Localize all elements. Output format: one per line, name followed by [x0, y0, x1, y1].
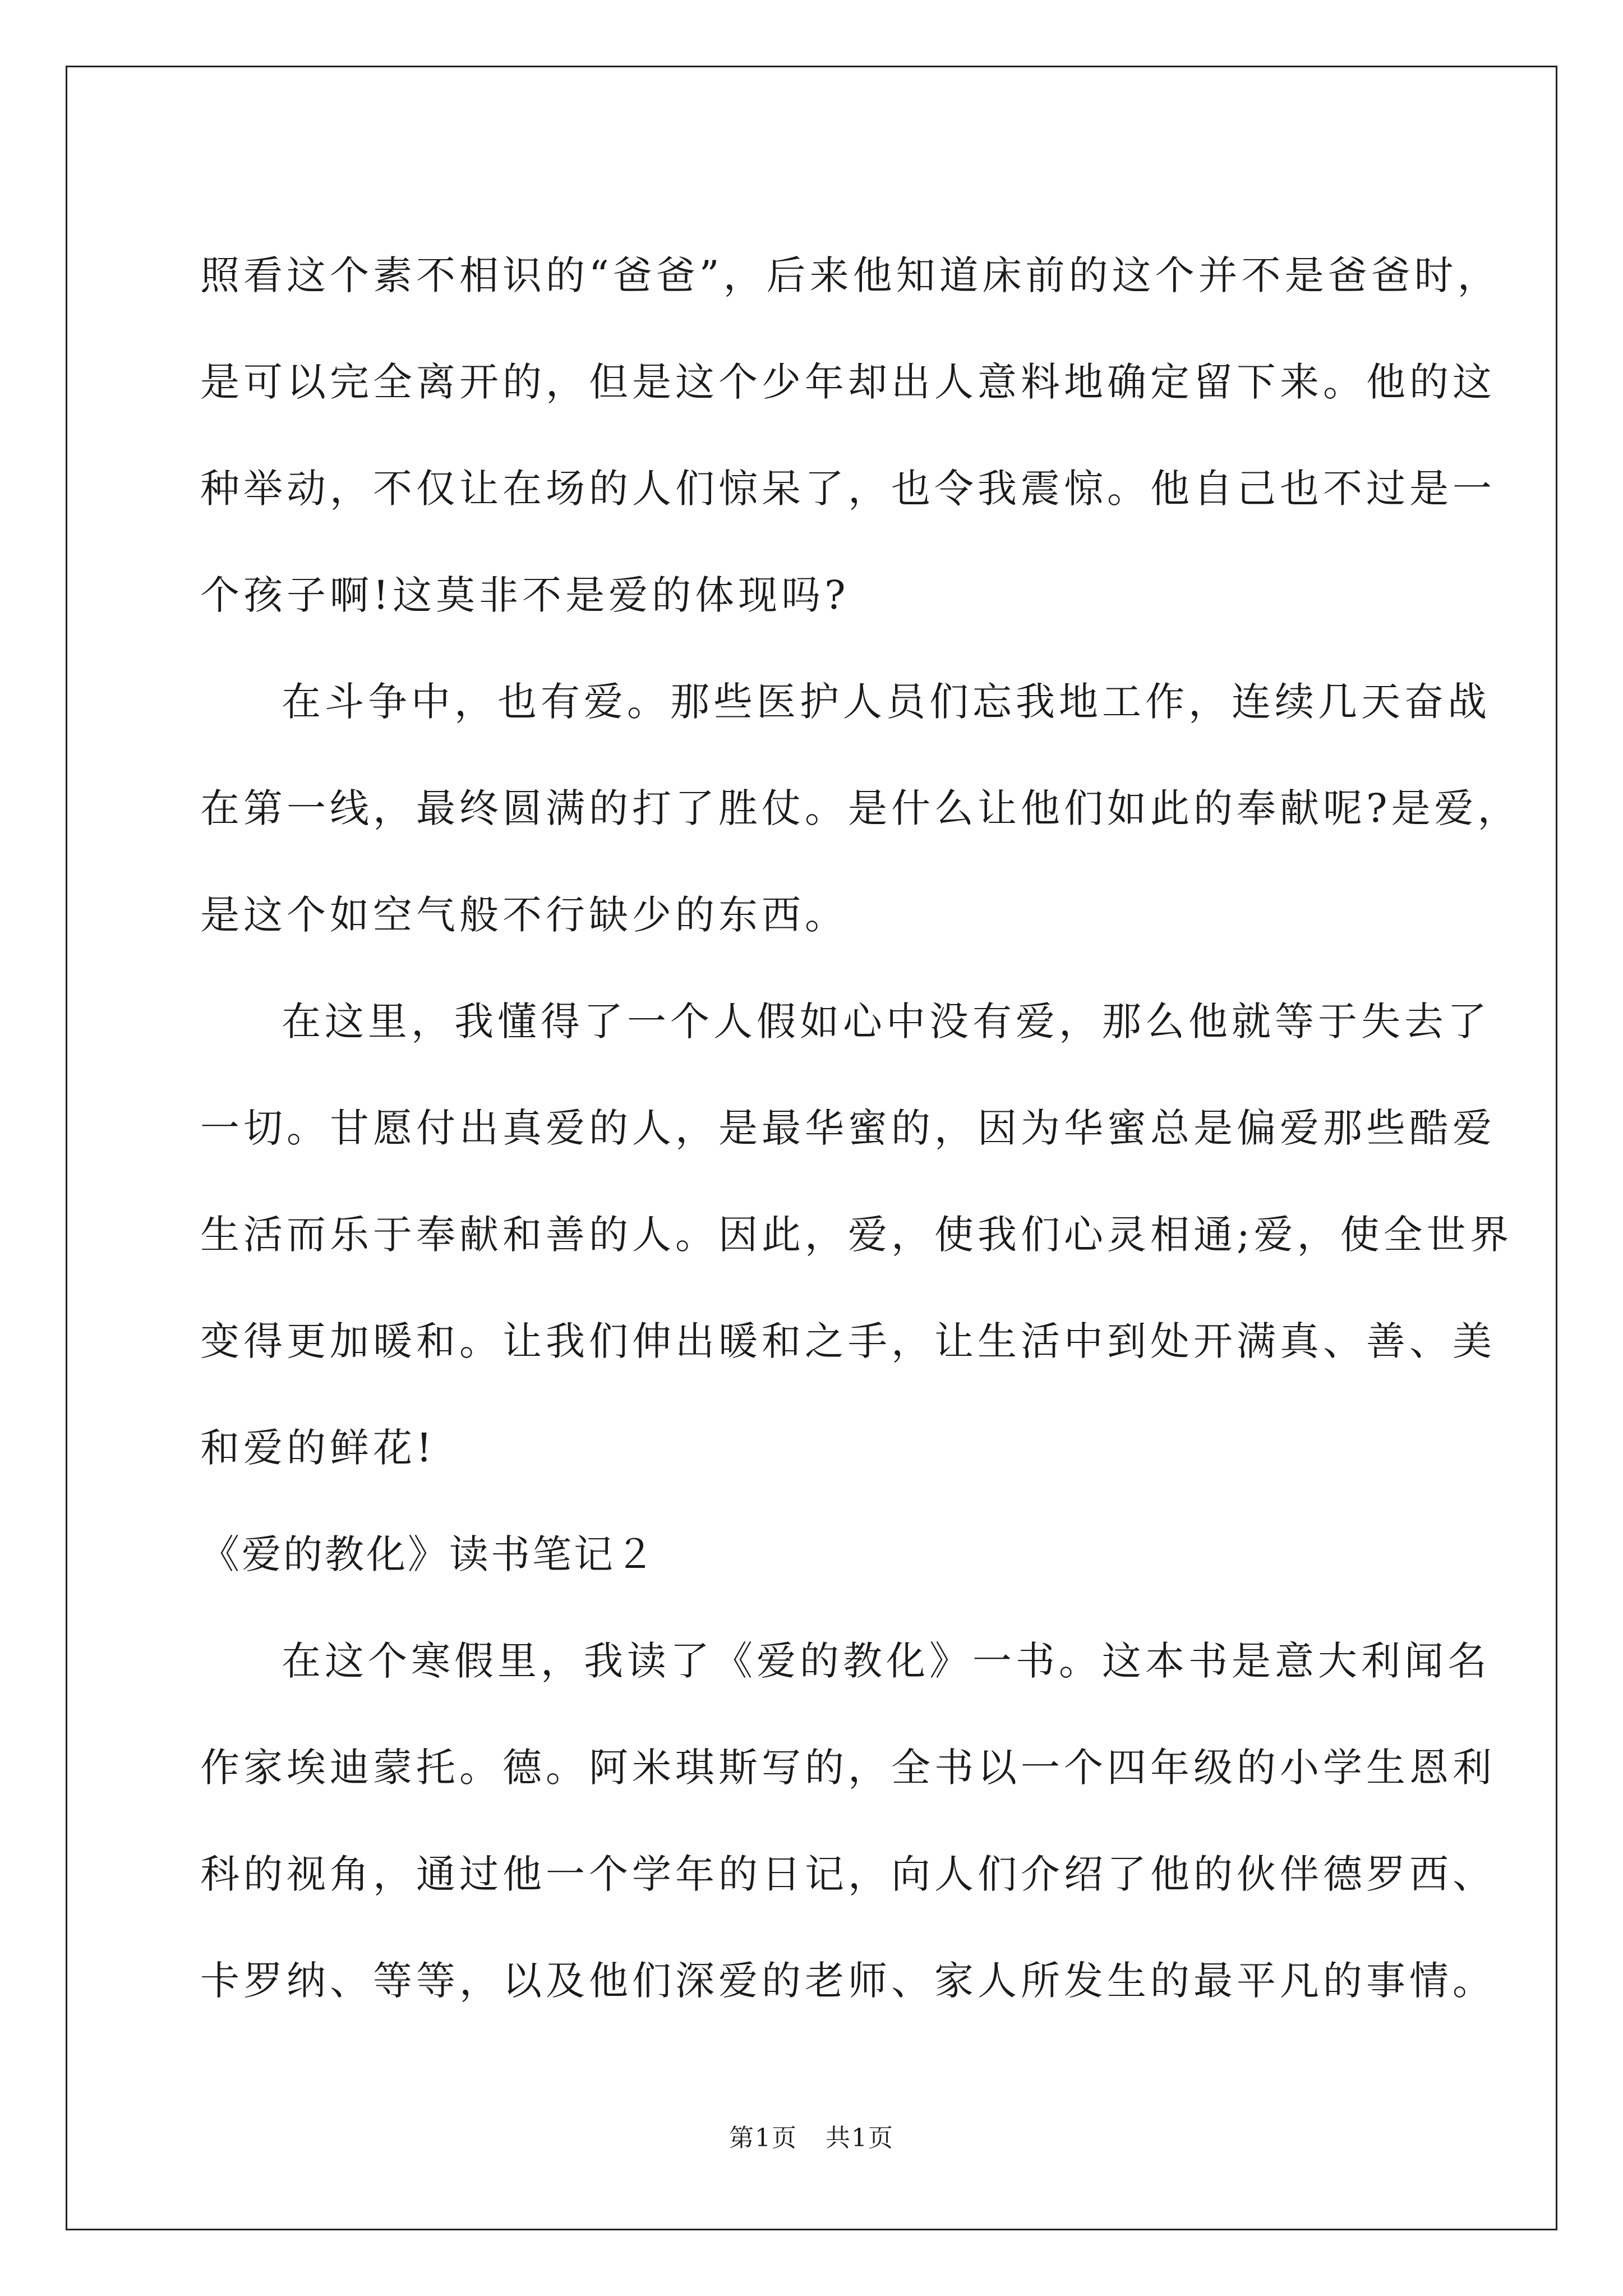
body-line: 是可以完全离开的，但是这个少年却出人意料地确定留下来。他的这 [200, 359, 1496, 405]
body-line: 种举动，不仅让在场的人们惊呆了，也令我震惊。他自己也不过是一 [200, 466, 1496, 512]
body-line: 和爱的鲜花! [200, 1425, 436, 1471]
body-line: 在第一线，最终圆满的打了胜仗。是什么让他们如此的奉献呢?是爱， [200, 785, 1521, 831]
body-line: 卡罗纳、等等，以及他们深爱的老师、家人所发生的最平凡的事情。 [200, 1958, 1496, 2004]
page-total: 共1页 [826, 2124, 894, 2152]
body-line: 照看这个素不相识的“爸爸”，后来他知道床前的这个并不是爸爸时， [200, 252, 1501, 298]
body-line: 个孩子啊!这莫非不是爱的体现吗? [200, 572, 850, 618]
body-line: 是这个如空气般不行缺少的东西。 [200, 892, 848, 938]
body-line: 科的视角，通过他一个学年的日记，向人们介绍了他的伙伴德罗西、 [200, 1851, 1496, 1897]
body-line: 一切。甘愿付出真爱的人，是最华蜜的，因为华蜜总是偏爱那些酷爱 [200, 1105, 1496, 1151]
body-line: 作家埃迪蒙托。德。阿米琪斯写的，全书以一个四年级的小学生恩利 [200, 1745, 1496, 1791]
section-heading: 《爱的教化》读书笔记２ [200, 1531, 657, 1577]
paragraph-first-line: 在斗争中，也有爱。那些医护人员们忘我地工作，连续几天奋战 [282, 679, 1491, 725]
document-body [200, 222, 1521, 2034]
paragraph-first-line: 在这里，我懂得了一个人假如心中没有爱，那么他就等于失去了 [282, 999, 1491, 1045]
body-line: 生活而乐于奉献和善的人。因此，爱，使我们心灵相通;爱，使全世界 [200, 1212, 1513, 1258]
paragraph-first-line: 在这个寒假里，我读了《爱的教化》一书。这本书是意大利闻名 [282, 1638, 1491, 1684]
body-line: 变得更加暖和。让我们伸出暖和之手，让生活中到处开满真、善、美 [200, 1318, 1496, 1364]
page-footer [0, 2122, 1623, 2155]
page-number: 第1页 [729, 2124, 797, 2152]
